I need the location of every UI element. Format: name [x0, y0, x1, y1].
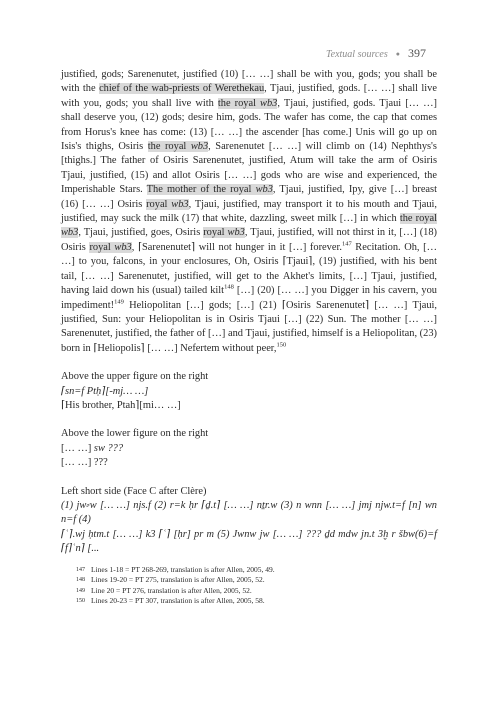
lower-translit-text: sw ??? [93, 442, 124, 454]
highlighted-term: wb3 [255, 184, 273, 196]
footnote [75, 586, 437, 597]
footnote [75, 596, 437, 607]
text-segment: , Tjaui, justified, Ipy, give […] breast (16) [… …] Osiris [61, 184, 437, 210]
highlighted-term: royal [146, 198, 172, 210]
highlighted-term: wb3 [190, 141, 209, 153]
text-segment: , Tjaui, justified, may transport it to his mouth and Tjaui, justified, may suck the milk (17) that white, dazzling, sweet milk […] in which [61, 198, 438, 225]
separator-dot-icon: ● [395, 50, 400, 58]
highlighted-term: royal [89, 241, 115, 253]
text-segment: Recitation. Oh, [… …] to you, falcons, in your enclosures, Oh, Osiris ⌈Tjaui⌉, (19) justified, with his bent tail, [… …] Sarenenutet, justified, will get to the Akhet's limits, […] Tjaui, justified, having laid down his (usual) tailed kilt [61, 241, 437, 297]
footnote-ref: 148 [224, 283, 234, 291]
text-segment: , Tjaui, justified, gods. Tjaui [… …] shall deserve you, (12) gods; desire him, gods. The wafer has come, the cap that comes from Horus's knee has come: (13) [… …] the ascender [has come.] Unis will go up on Isis's thighs, Osiris [61, 97, 437, 153]
highlighted-term: the royal [147, 141, 191, 153]
highlighted-term: wb3 [227, 227, 245, 239]
footnote-number: 148 [76, 577, 85, 584]
text-segment: , Tjaui, justified, will not thirst in it, […] (18) Osiris [61, 227, 438, 253]
spacer [61, 471, 437, 485]
upper-translation: ⌈His brother, Ptah⌉[mi… …] [61, 399, 181, 411]
highlighted-term: wb3 [61, 227, 79, 239]
footnotes [61, 565, 437, 607]
footnote-text: Line 20 = PT 276, translation is after Allen, 2005, 52. [91, 585, 252, 595]
left-transliteration-line1: (1) jw⸗w [… …] njs.f (2) r=k ḥr ⌈ḏ.t⌉ [… …] nṯr.w (3) n wnn [… …] jmj njw.t=f [n] wn n=f (4) [61, 499, 437, 526]
left-side-heading: Left short side (Face C after Clère) [61, 485, 207, 497]
highlighted-term: royal [203, 227, 228, 239]
lower-transliteration [61, 442, 437, 456]
spacer [61, 413, 437, 427]
text-segment: Heliopolitan […] gods; […] (21) ⌈Osiris Sarenenutet⌉ [… …] Tjaui, justified, Sun: your Heliopolitan is in Osiris Tjaui […] (22) Sun. The mother [… …] Sarenenutet, justified, the father of […] and Tjaui, justified, himself is a Heliopolitan, (23) born in ⌈Heliopolis⌉ [… …] Nefertem without peer, [61, 299, 437, 354]
highlighted-term: the royal [399, 213, 437, 225]
highlighted-term: chief of the wab-priests of Werethekau [99, 83, 265, 95]
footnote [75, 565, 437, 576]
highlighted-term: wb3 [114, 241, 132, 253]
footnote-text: Lines 1-18 = PT 268-269, translation is after Allen, 2005, 49. [91, 564, 275, 574]
footnote-number: 150 [76, 598, 85, 605]
page-body [61, 68, 437, 607]
running-header [326, 46, 426, 61]
page-number: 397 [408, 46, 426, 60]
footnote-ref: 147 [341, 240, 352, 248]
footnote-number: 149 [76, 587, 85, 594]
footnote-text: Lines 19-20 = PT 275, translation is after Allen, 2005, 52. [91, 575, 265, 585]
footnote-text: Lines 20-23 = PT 307, translation is after Allen, 2005, 58. [91, 596, 265, 606]
upper-transliteration: ⌈sn=f Ptḥ⌉[-mj… …] [61, 385, 149, 397]
text-segment: , Tjaui, justified, gods. [… …] shall live with you, gods; you shall live with [61, 83, 437, 109]
left-transliteration-line2: ⌈ʿ⌉.wj ḥtm.t [… …] k3 ⌈ʿ⌉ [ḥr] pr m (5) Jwnw jw [… …] ??? ḏd mdw jn.t 3ḫ r šbw(6)=f ⌈f⌉ʿn⌉ [... [61, 528, 437, 555]
lower-figure-heading: Above the lower figure on the right [61, 428, 209, 440]
text-segment: , Tjaui, justified, goes, Osiris [78, 227, 204, 239]
text-segment: , Sarenenutet [… …] will climb on (14) Nephthys's [thighs.] The father of Osiris Sarenenutet, justified, Atum will take the arm of Osiris Tjaui, justified, (15) and allot Osiris [… …] gods who are wise and experienced, the Imperishable Stars. [61, 141, 437, 196]
footnote-number: 147 [76, 566, 85, 573]
lower-lacuna: [… …] [61, 442, 94, 454]
footnote [75, 575, 437, 586]
footnote-ref: 150 [276, 341, 287, 349]
highlighted-term: the royal [217, 97, 261, 109]
text-segment: justified, gods; Sarenenutet, justified (10) [… …] shall be with you, gods; you shall be with the [61, 69, 437, 95]
section-title: Textual sources [326, 49, 388, 60]
text-segment: […] (20) [… …] you Digger in his cavern, you impediment! [61, 285, 438, 311]
highlighted-term: wb3 [171, 198, 189, 210]
text-segment: , ⌈Sarenenutet⌉ will not hunger in it […] forever. [131, 241, 342, 253]
footnote-ref: 149 [114, 298, 124, 306]
lower-translation: [… …] ??? [61, 457, 108, 469]
upper-figure-heading: Above the upper figure on the right [61, 371, 209, 383]
spacer [61, 356, 437, 370]
translation-paragraph [61, 68, 437, 356]
highlighted-term: The mother of the royal [146, 184, 256, 196]
highlighted-term: wb3 [260, 97, 278, 109]
